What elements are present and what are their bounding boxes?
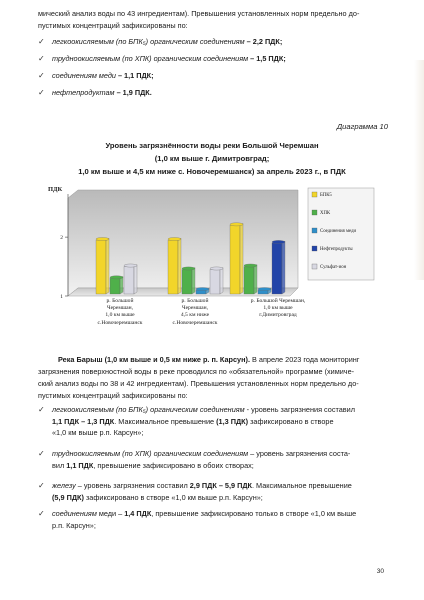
paragraph-line: ский анализ воды по 38 и 42 ингредиентам). Превышения установленных норм предельно до- [38,379,359,388]
checkmark-icon: ✓ [38,37,45,46]
list-item-line: «1,0 км выше р.п. Карсун»; [52,428,144,437]
bar-top [96,237,109,240]
bar [196,288,209,294]
bar-top [230,223,243,226]
legend-swatch [312,192,317,197]
checkmark-icon: ✓ [38,481,45,490]
bar-front [124,267,134,294]
bar-front [230,225,240,294]
bar [124,264,137,294]
checkmark-icon: ✓ [38,405,45,414]
checkmark-icon: ✓ [38,71,45,80]
bar [110,276,123,294]
list-item: ✓ нефтепродуктам – 1,9 ПДК. [38,88,152,97]
bar-top [196,288,209,291]
category-label: р. Большой Черемшан, 1,0 км выше г.Димитровград [250,298,306,319]
bar-side [220,268,223,295]
list-item [38,404,392,439]
list-item-line: 1,1 ПДК – 1,3 ПДК. Максимальное превышение (1,3 ПДК) зафиксировано в створе [52,416,334,426]
bar-side [192,268,195,295]
y-tick-label: 2 [60,235,63,242]
legend-swatch [312,210,317,215]
bar-side [254,265,257,294]
y-axis-label: ПДК [48,186,63,193]
list-item-line: (5,9 ПДК) зафиксировано в створе «1,0 км выше р.п. Карсун»; [52,492,263,502]
legend-swatch [312,228,317,233]
list-item [38,480,392,503]
bar-top [168,237,181,240]
bar-top [210,267,223,270]
list-item-line: соединениям меди – 1,4 ПДК, превышение зафиксировано только в створе «1,0 км выше [52,509,357,518]
list-item [38,448,392,471]
bar-top [258,288,271,291]
diagram-label: Диаграмма 10 [336,122,388,131]
bar-top [110,276,123,279]
bar-front [272,243,282,294]
category-label: р. Большой Черемшан, 1,0 км выше с.Новочеремшанск [97,298,143,326]
bar [168,237,181,294]
bar [182,267,195,294]
legend-label: Сульфат-ион [320,265,347,270]
list-item [38,508,392,531]
list-item-line: трудноокисляемым (по ХПК) органическим соединениям – уровень загрязнения соста- [52,449,351,458]
list-item-line: вил 1,1 ПДК, превышение зафиксировано в обоих створах; [52,460,254,470]
bar [230,223,243,294]
list-item: ✓ трудноокисляемым (по ХПК) органическим соединениям – 1,5 ПДК; [38,54,286,63]
chart-subtitle: 1,0 км выше и 4,5 км ниже с. Новочеремшанск) за апрель 2023 г., в ПДК [78,167,346,176]
bar-side [240,223,243,294]
bar-side [106,238,109,294]
list-item-line: железу – уровень загрязнения составил 2,9 ПДК – 5,9 ПДК. Максимальное превышение [52,481,352,490]
legend-swatch [312,264,317,269]
bar [244,264,257,294]
bar-side [120,276,123,294]
bar-top [124,264,137,267]
paragraph-line: загрязнения поверхностной воды в реке проводился по «обязательной» программе (химиче- [38,367,355,376]
paragraph-line: пустимых концентраций зафиксированы по: [38,391,188,400]
checkmark-icon: ✓ [38,88,45,97]
bar-front [168,240,178,294]
paragraph-line: пустимых концентраций зафиксированы по: [38,21,188,30]
legend-label: Соединения меди [320,229,357,234]
bar-side [282,241,285,294]
list-item: ✓ легкоокисляемым (по БПК₅) органическим соединениям – 2,2 ПДК; [38,37,283,46]
checkmark-icon: ✓ [38,449,45,458]
legend-label: БПК5 [320,193,332,198]
list-item-line: р.п. Карсун»; [52,520,96,530]
bar-front [110,278,120,294]
bar-top [244,264,257,267]
bar-front [244,267,254,294]
list-item-line: легкоокисляемым (по БПК₅) органическим соединениям - уровень загрязнения составил [52,405,356,414]
legend-swatch [312,246,317,251]
bar-side [178,238,181,294]
category-label: р. Большой Черемшан, 4,5 км ниже с.Новочеремшанск [172,298,218,326]
bar-front [96,240,106,294]
chart-subtitle: (1,0 км выше г. Димитровград; [154,154,270,163]
bar [272,240,285,294]
bar-top [272,240,285,243]
bar [258,288,271,294]
page-number: 30 [376,568,384,575]
bar-front [210,270,220,295]
bar-top [182,267,195,270]
chart-title: Уровень загрязнённости воды реки Большой Черемшан [105,141,319,150]
checkmark-icon: ✓ [38,509,45,518]
bar [210,267,223,294]
list-item: ✓ соединениям меди – 1,1 ПДК; [38,71,154,80]
paragraph-line: Река Барыш (1,0 км выше и 0,5 км ниже р. п. Карсун). В апреле 2023 года мониторинг [58,355,360,364]
paragraph-line: мический анализ воды по 43 ингредиентам). Превышения установленных норм предельно до- [38,9,360,18]
bar-front [182,270,192,295]
y-tick-label: 1 [60,294,63,300]
bar-side [134,265,137,294]
checkmark-icon: ✓ [38,54,45,63]
bar [96,237,109,294]
legend-label: Нефтепродукты [320,247,353,252]
legend-label: ХПК [320,211,331,216]
